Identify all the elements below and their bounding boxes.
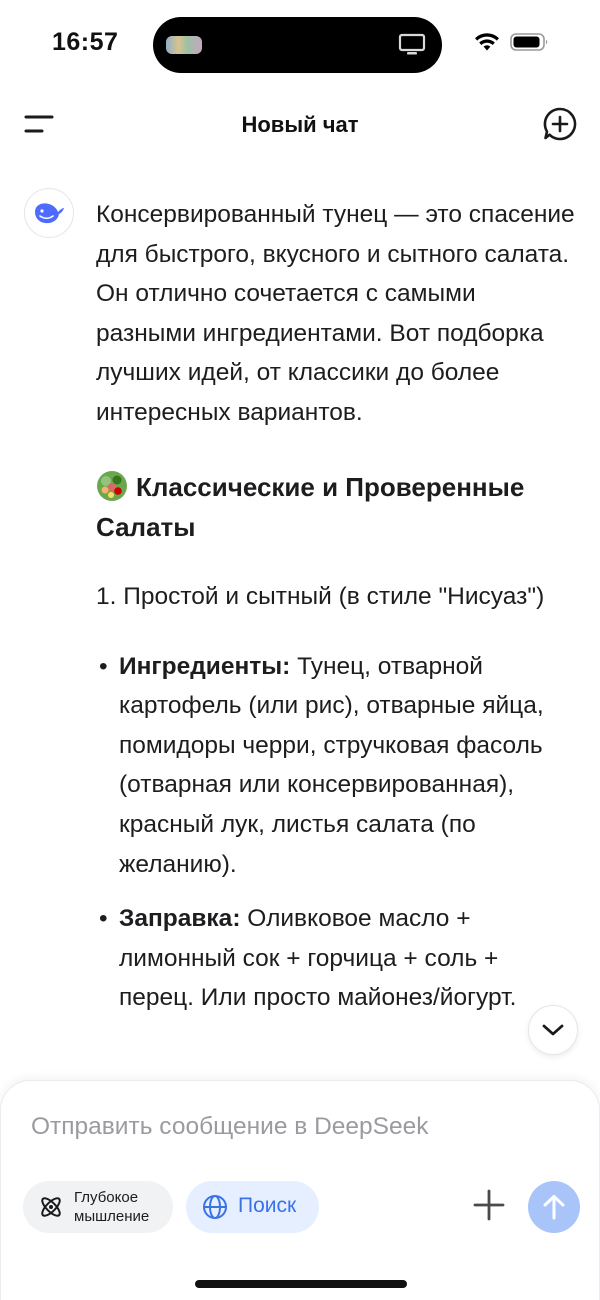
atom-icon	[38, 1194, 64, 1220]
assistant-message	[96, 195, 576, 1080]
wifi-icon	[474, 32, 500, 52]
dynamic-island	[153, 17, 442, 73]
arrow-up-icon	[542, 1194, 566, 1220]
message-intro: Консервированный тунец — это спасение для быстрого, вкусного и сытного салата. Он отлично сочетается с самыми разными ингредиентами. Вот подборка лучших идей, от классики до более интересных вариантов.	[96, 201, 575, 426]
section-heading	[96, 467, 576, 547]
status-time: 16:57	[52, 28, 119, 56]
assistant-avatar	[24, 188, 74, 238]
globe-icon	[202, 1194, 228, 1220]
new-chat-icon[interactable]	[542, 106, 578, 142]
recipe-title: 1. Простой и сытный (в стиле "Нисуаз")	[96, 582, 545, 610]
bullet-label: Заправка:	[119, 905, 241, 933]
deepseek-whale-icon	[32, 200, 66, 226]
list-item	[96, 647, 576, 885]
bullet-text: Оливковое масло + лимонный сок + горчица + соль + перец. Или просто майонез/йогурт.	[119, 905, 517, 1012]
salad-emoji-icon	[96, 470, 128, 502]
bullet-label: Ингредиенты:	[119, 652, 291, 680]
deep-think-toggle[interactable]	[23, 1181, 173, 1233]
bullet-text: Тунец, отварной картофель (или рис), отварные яйца, помидоры черри, стручковая фасоль (отварная или консервированная), красный лук, листья салата (по желанию).	[119, 652, 544, 878]
status-icons	[474, 32, 550, 52]
search-label: Поиск	[238, 1194, 297, 1217]
status-bar	[0, 0, 600, 90]
section-heading-text: Классические и Проверенные Салаты	[96, 471, 525, 542]
screen-mirror-icon	[398, 33, 426, 57]
message-input[interactable]	[31, 1107, 551, 1147]
list-item	[96, 899, 576, 1018]
page-title: Новый чат	[241, 112, 359, 137]
media-thumbnail	[166, 36, 202, 54]
scroll-to-bottom-button[interactable]	[528, 1005, 578, 1055]
recipe-details	[96, 647, 576, 1018]
chat-header	[0, 90, 600, 160]
chevron-down-icon	[542, 1023, 564, 1037]
plus-icon[interactable]	[471, 1187, 507, 1223]
battery-icon	[510, 32, 550, 52]
search-toggle[interactable]	[186, 1181, 319, 1233]
send-button[interactable]	[528, 1181, 580, 1233]
message-composer	[0, 1080, 600, 1300]
home-indicator	[195, 1280, 407, 1288]
deep-think-label: Глубокое мышление	[74, 1189, 150, 1225]
